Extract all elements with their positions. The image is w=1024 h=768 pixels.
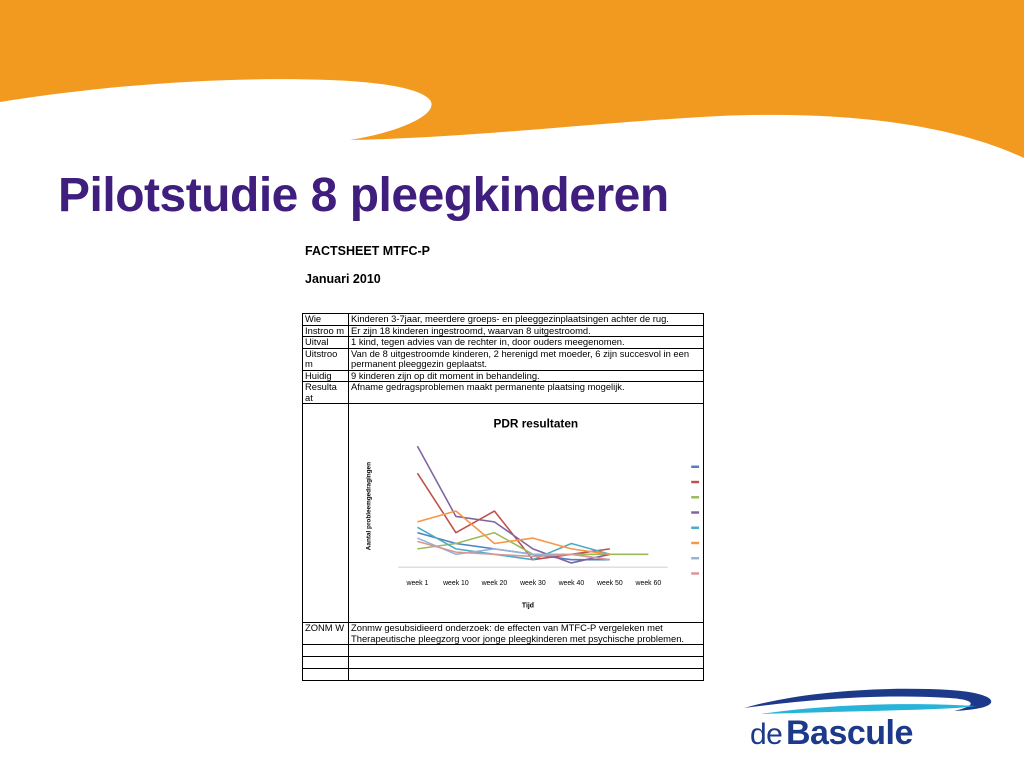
chart-ylabel: Aantal probleemgedragingen [365, 462, 373, 551]
factsheet-heading: FACTSHEET MTFC-P [305, 244, 430, 258]
row-key: Uitstroo m [303, 348, 349, 370]
factsheet-table [302, 313, 704, 681]
row-value [349, 645, 704, 657]
table-row [303, 404, 704, 623]
factsheet-document [300, 236, 710, 732]
row-key: Huidig [303, 370, 349, 382]
table-row [303, 645, 704, 657]
table-row [303, 337, 704, 349]
table-row [303, 314, 704, 326]
x-tick-label: week 20 [481, 579, 508, 587]
row-value: 9 kinderen zijn op dit moment in behandeling. [349, 370, 704, 382]
table-row [303, 623, 704, 645]
row-key [303, 404, 349, 623]
debascule-logo [740, 684, 1000, 754]
header-banner [0, 0, 1024, 170]
slide-title: Pilotstudie 8 pleegkinderen [58, 169, 669, 222]
row-value [349, 669, 704, 681]
row-key: ZONM W [303, 623, 349, 645]
factsheet-date: Januari 2010 [305, 272, 381, 286]
chart-xlabel: Tijd [521, 602, 535, 610]
row-value: Zonmw gesubsidieerd onderzoek: de effecten van MTFC-P vergeleken met Therapeutische pleegzorg voor jonge pleegkinderen met psychische problemen. [349, 623, 704, 645]
banner-shape [0, 0, 1024, 158]
table-row [303, 382, 704, 404]
row-key: Wie [303, 314, 349, 326]
row-key [303, 645, 349, 657]
row-key: Resulta at [303, 382, 349, 404]
x-tick-label: week 50 [597, 579, 623, 587]
row-value [349, 657, 704, 669]
row-key [303, 657, 349, 669]
x-tick-label: week 40 [558, 579, 585, 587]
chart-cell [349, 404, 704, 623]
table-row [303, 325, 704, 337]
x-tick-label: week 30 [520, 579, 546, 587]
chart-plot [398, 446, 699, 587]
x-tick-label: week 1 [406, 579, 429, 587]
row-value: Kinderen 3-7jaar, meerdere groeps- en pleeggezinplaatsingen achter de rug. [349, 314, 704, 326]
logo-name: Bascule [786, 714, 913, 752]
table-row [303, 348, 704, 370]
x-tick-label: week 60 [635, 579, 662, 587]
row-key: Instroo m [303, 325, 349, 337]
x-tick-label: week 10 [443, 579, 469, 587]
logo-prefix: de [750, 718, 783, 751]
table-row [303, 370, 704, 382]
row-value: Afname gedragsproblemen maakt permanente plaatsing mogelijk. [349, 382, 704, 404]
pdr-chart [349, 404, 703, 622]
row-key [303, 669, 349, 681]
row-key: Uitval [303, 337, 349, 349]
chart-title: PDR resultaten [493, 416, 579, 431]
row-value: Van de 8 uitgestroomde kinderen, 2 herenigd met moeder, 6 zijn succesvol in een permanent pleeggezin geplaatst. [349, 348, 704, 370]
row-value: 1 kind, tegen advies van de rechter in, door ouders meegenomen. [349, 337, 704, 349]
table-row [303, 657, 704, 669]
table-row [303, 669, 704, 681]
row-value: Er zijn 18 kinderen ingestroomd, waarvan 8 uitgestroomd. [349, 325, 704, 337]
